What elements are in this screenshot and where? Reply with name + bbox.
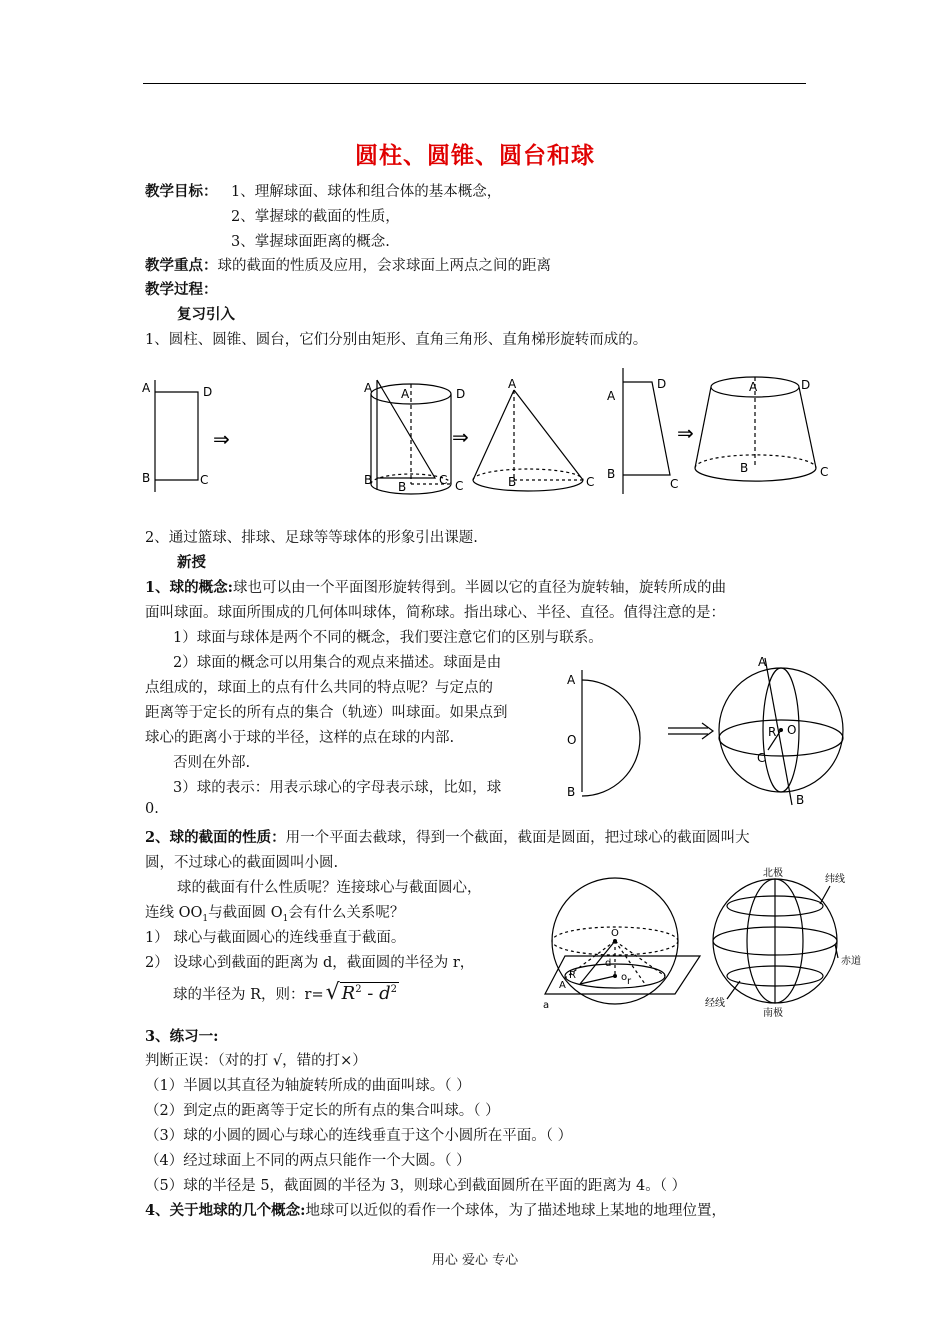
trap-label-d: D <box>657 377 667 391</box>
section1-line-1 <box>145 576 726 597</box>
fig3-label-d: d <box>605 958 612 969</box>
key-point-text: 球的截面的性质及应用，会求球面上两点之间的距离 <box>217 258 551 274</box>
q2-sub-2: 1 <box>282 913 289 924</box>
q2-sub-1: 1 <box>202 913 209 924</box>
fig3-label-r-small: r <box>627 976 632 987</box>
exercise-item-2: （2）到定点的距离等于定长的所有点的集合叫球。（ ） <box>145 1103 500 1119</box>
cone-label-a: A <box>508 377 517 391</box>
section1-text-2: 面叫球面。球面所围成的几何体叫球体，简称球。指出球心、半径、直径。值得注意的是： <box>145 605 725 621</box>
sphere-label-a: A <box>758 655 767 669</box>
fig1-label-d: D <box>203 385 213 399</box>
cone-label-c: C <box>586 475 595 489</box>
section4-label: 4、关于地球的几个概念: <box>145 1202 306 1219</box>
section1-p3-line1: 3）球的表示：用表示球心的字母表示球，比如，球 <box>173 780 502 796</box>
review-heading: 复习引入 <box>177 306 235 323</box>
section2-text-2: 圆，不过球心的截面圆叫小圆. <box>145 855 339 871</box>
globe-label-latitude: 纬线 <box>825 874 845 885</box>
formula-minus: - <box>361 983 380 1004</box>
header-rule <box>143 83 806 84</box>
section4-text: 地球可以近似的看作一个球体，为了描述地球上某地的地理位置， <box>305 1203 726 1219</box>
fig1-arrow-2: ⇒ <box>452 425 469 449</box>
page-footer: 用心 爱心 专心 <box>431 1253 519 1268</box>
process-label: 教学过程： <box>145 281 218 298</box>
fig3-label-a: A <box>559 980 566 991</box>
cyl-label-b: B <box>398 480 407 494</box>
section1-p2-line5: 否则在外部. <box>173 755 251 771</box>
objective-3: 3、掌握球面距离的概念. <box>231 234 390 250</box>
frustum-label-d: D <box>801 378 811 392</box>
section2-item-3 <box>173 980 399 1005</box>
review-line-2: 2、通过篮球、排球、足球等等球体的形象引出课题. <box>145 530 478 546</box>
sphere-label-o: O <box>787 723 797 737</box>
section1-text-1: 球也可以由一个平面图形旋转得到。半圆以它的直径为旋转轴，旋转所成的曲 <box>232 580 726 596</box>
fig2-label-b: B <box>567 785 576 799</box>
formula-r: R <box>341 983 356 1004</box>
sqrt-formula: √ $R^2 - d^2$ <box>325 980 398 1005</box>
globe-label-longitude: 经线 <box>705 998 725 1009</box>
frustum-label-c: C <box>820 465 829 479</box>
item3-text: 球的半径为 R，则：r= <box>173 987 324 1003</box>
trap-label-b: B <box>607 467 616 481</box>
fig1-label-a: A <box>142 381 151 395</box>
objective-1: 1、理解球面、球体和组合体的基本概念， <box>231 184 502 200</box>
tri-label-a: A <box>364 381 373 395</box>
q2-part-c: 会有什么关系呢？ <box>288 905 405 921</box>
rotation-figure <box>130 360 850 505</box>
exercise-item-5: （5）球的半径是 5，截面圆的半径为 3，则球心到截面圆所在平面的距离为 4。（ ） <box>145 1178 687 1194</box>
exercise-item-1: （1）半圆以其直径为轴旋转所成的曲面叫球。（ ） <box>145 1078 471 1094</box>
cyl-label-d: D <box>456 387 466 401</box>
sphere-label-b: B <box>796 793 805 807</box>
objectives-label: 教学目标： <box>145 183 218 200</box>
section2-item-2: 2） 设球心到截面的距离为 d，截面圆的半径为 r， <box>145 955 475 971</box>
section2-item-1: 1） 球心与截面圆心的连线垂直于截面。 <box>145 930 406 946</box>
fig1-arrow-3: ⇒ <box>677 421 694 445</box>
cyl-label-a: A <box>401 387 410 401</box>
frustum-label-a: A <box>749 380 758 394</box>
exercise-item-3: （3）球的小圆的圆心与球心的连线垂直于这个小圆所在平面。（ ） <box>145 1128 573 1144</box>
tri-label-b: B <box>364 473 373 487</box>
sphere-label-r: R <box>768 725 777 739</box>
section1-p2-line2: 点组成的，球面上的点有什么共同的特点呢？与定点的 <box>145 680 493 696</box>
page-title: 圆柱、圆锥、圆台和球 <box>355 142 595 169</box>
sphere-label-c: C <box>757 751 766 765</box>
formula-d: d <box>379 983 391 1004</box>
formula-sup-1: 2 <box>355 984 362 995</box>
cone-label-b: B <box>508 475 517 489</box>
semicircle-sphere-figure <box>560 650 860 815</box>
section4-line <box>145 1199 726 1220</box>
trap-label-c: C <box>670 477 679 491</box>
review-line-1: 1、圆柱、圆锥、圆台，它们分别由矩形、直角三角形、直角梯形旋转而成的。 <box>145 332 648 348</box>
section2-label: 2、球的截面的性质： <box>145 829 286 846</box>
tri-label-c: C <box>439 473 448 487</box>
section3-instruction: 判断正误：（对的打 √，错的打×） <box>145 1053 367 1069</box>
key-point-label: 教学重点： <box>145 257 218 274</box>
fig3-label-r-big: R <box>569 970 576 981</box>
section2-text-1: 用一个平面去截球，得到一个截面，截面是圆面，把过球心的截面圆叫大 <box>285 830 750 846</box>
trap-label-a: A <box>607 389 616 403</box>
section1-p3-line2: 0. <box>145 801 159 817</box>
objective-2: 2、掌握球的截面的性质， <box>231 209 400 225</box>
section1-p1: 1）球面与球体是两个不同的概念，我们要注意它们的区别与联系。 <box>173 630 603 646</box>
q2-part-b: 与截面圆 O <box>208 905 283 921</box>
globe-label-north: 北极 <box>763 868 783 879</box>
section1-label: 1、球的概念: <box>145 579 233 596</box>
section1-p2-line1: 2）球面的概念可以用集合的观点来描述。球面是由 <box>173 655 502 671</box>
globe-label-equator: 赤道 <box>841 956 861 967</box>
section3-label: 3、练习一: <box>145 1028 219 1045</box>
fig1-arrow-1: ⇒ <box>213 427 230 451</box>
cyl-label-c: C <box>455 479 464 493</box>
fig1-label-c: C <box>200 473 209 487</box>
cross-section-globe-figure <box>535 866 865 1026</box>
section2-line-1 <box>145 826 750 847</box>
fig2-label-a: A <box>567 673 576 687</box>
globe-label-south: 南极 <box>763 1008 783 1019</box>
section2-question-1: 球的截面有什么性质呢？连接球心与截面圆心， <box>177 880 482 896</box>
frustum-label-b: B <box>740 461 749 475</box>
fig3-label-plane: a <box>543 1000 550 1011</box>
fig3-label-o1: o <box>621 972 628 983</box>
section1-p2-line4: 球心的距离小于球的半径，这样的点在球的内部. <box>145 730 455 746</box>
exercise-item-4: （4）经过球面上不同的两点只能作一个大圆。（ ） <box>145 1153 471 1169</box>
formula-sup-2: 2 <box>390 984 398 995</box>
q2-part-a: 连线 OO <box>145 905 203 921</box>
fig3-label-o: O <box>611 928 619 939</box>
key-point <box>145 254 551 275</box>
fig1-label-b: B <box>142 471 151 485</box>
fig2-label-o: O <box>567 733 577 747</box>
section1-p2-line3: 距离等于定长的所有点的集合（轨迹）叫球面。如果点到 <box>145 705 508 721</box>
new-lesson-heading: 新授 <box>177 554 206 571</box>
section2-question-2 <box>145 901 404 924</box>
